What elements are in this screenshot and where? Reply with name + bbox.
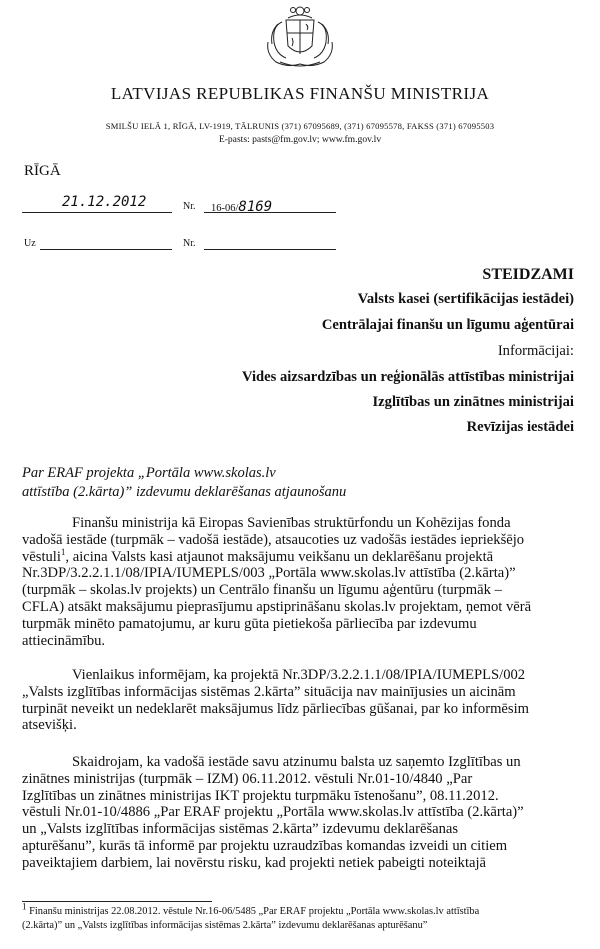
p3-line-6: apturēšanu”, kurās tā informē par projektu uzraudzības komandas izveidi un citiem bbox=[22, 837, 508, 854]
p3-line-5: un „Valsts izglītības informācijas sistēmas 2.kārta” izdevumu deklarēšanas bbox=[22, 821, 459, 838]
recipient-cfla: Centrālajai finanšu un līgumu aģentūrai bbox=[321, 317, 574, 333]
nr2-label: Nr. bbox=[183, 238, 196, 249]
p3-line-3: Izglītības un zinātnes ministrijas IKT projektu turpmāku īstenošanu”, 08.11.2012. bbox=[22, 787, 499, 804]
letter-date: 21.12.2012 bbox=[62, 194, 147, 210]
recipient-audit: Revīzijas iestādei bbox=[466, 419, 574, 435]
ministry-address: SMILŠU IELĀ 1, RĪGĀ, LV-1919, TĀLRUNIS (371) 67095689, (371) 67095578, FAKSS (371) 67095503 bbox=[105, 121, 495, 131]
footnote-number: 1 bbox=[22, 901, 27, 912]
subject-line-2: attīstība (2.kārta)” izdevumu deklarēšanas atjaunošanu bbox=[22, 483, 347, 500]
uz-label: Uz bbox=[24, 238, 36, 249]
urgent-label: STEIDZAMI bbox=[482, 266, 574, 283]
ministry-contacts: E-pasts: pasts@fm.gov.lv; www.fm.gov.lv bbox=[218, 134, 382, 145]
p2-line-4: atsevišķi. bbox=[22, 717, 77, 734]
footnote bbox=[22, 901, 580, 932]
footnote-rule bbox=[22, 901, 212, 902]
p3-line-1: Skaidrojam, ka vadošā iestāde savu atzinumu balsta uz saņemto Izglītības un bbox=[72, 754, 521, 770]
subject-line-1: Par ERAF projekta „Portāla www.skolas.lv bbox=[22, 465, 276, 481]
recipient-varam: Vides aizsardzības un reģionālās attīstības ministrijai bbox=[241, 369, 574, 385]
nr-label: Nr. bbox=[183, 201, 196, 212]
p1-line-1: Finanšu ministrija kā Eiropas Savienības struktūrfondu un Kohēzijas fonda bbox=[72, 515, 511, 531]
paragraph-2 bbox=[22, 667, 580, 734]
recipient-izm: Izglītības un zinātnes ministrijai bbox=[372, 394, 574, 410]
p2-line-2: „Valsts izglītības informācijas sistēmas 2.kārta” situācija nav mainījusies un aicinām bbox=[22, 683, 516, 700]
p3-line-4: vēstuli Nr.01-10/4886 „Par ERAF projektu „Portāla www.skolas.lv attīstība (2.kārta)” bbox=[22, 804, 524, 821]
city: RĪGĀ bbox=[24, 163, 61, 179]
p3-line-2: zinātnes ministrijas (turpmāk – IZM) 06.11.2012. vēstuli Nr.01-10/4840 „Par bbox=[22, 770, 473, 787]
info-label: Informācijai: bbox=[497, 343, 574, 359]
nr2-line bbox=[204, 249, 336, 250]
recipient-treasury: Valsts kasei (sertifikācijas iestādei) bbox=[357, 291, 574, 307]
letter-subject bbox=[22, 464, 346, 501]
p1-line-8: attiecināmību. bbox=[22, 632, 106, 649]
p1-line-6: CFLA) atsākt maksājumu pieprasījumu apstiprināšanu skolas.lv projektam, ņemot vērā bbox=[22, 598, 532, 615]
paragraph-3 bbox=[22, 754, 580, 872]
footnote-ref: 1 bbox=[60, 546, 66, 557]
p1-line-3a: vēstuli bbox=[22, 548, 61, 565]
p3-line-7: paveiktajiem darbiem, lai novērstu risku, kad projekti netiek pabeigti noteiktajā bbox=[22, 854, 487, 871]
p1-line-5: (turpmāk – skolas.lv projekts) un Centrālo finanšu un līgumu aģentūru (turpmāk – bbox=[22, 582, 502, 599]
footnote-text-1: Finanšu ministrijas 22.08.2012. vēstule Nr.16-06/5485 „Par ERAF projektu „Portāla www.skolas.lv attīstība bbox=[29, 906, 480, 917]
p1-line-7: turpmāk minēto pamatojumu, ar kuru gūta pietiekoša pārliecība par izdevumu bbox=[22, 615, 477, 632]
letter-number-handwritten: 8169 bbox=[238, 199, 273, 215]
p1-line-4: Nr.3DP/3.2.2.1.1/08/IPIA/IUMEPLS/003 „Portāla www.skolas.lv attīstība (2.kārta)” bbox=[22, 565, 516, 582]
letter-number-prefix: 16-06/ bbox=[211, 203, 239, 214]
p1-line-2: vadošā iestāde (turpmāk – vadošā iestāde), atsaucoties uz vadošās iestādes iepriekšējo bbox=[22, 531, 525, 548]
uz-line bbox=[40, 249, 172, 250]
p2-line-3: turpināt neveikt un nedeklarēt maksājumus līdz pārliecības gūšanai, par ko informēsim bbox=[22, 700, 529, 717]
footnote-line-2: (2.kārta)” un „Valsts izglītības informācijas sistēmas 2.kārta” izdevumu deklarēšanas apturēšanu” bbox=[22, 919, 428, 931]
date-line bbox=[22, 212, 172, 213]
ministry-name: LATVIJAS REPUBLIKAS FINANŠU MINISTRIJA bbox=[110, 84, 490, 103]
paragraph-1 bbox=[22, 515, 580, 649]
p1-line-3b: , aicina Valsts kasi atjaunot maksājumu veikšanu un deklarēšanu projektā bbox=[65, 548, 494, 565]
p1-line-3 bbox=[22, 546, 580, 566]
coat-of-arms-emblem bbox=[260, 2, 340, 70]
footnote-line-1 bbox=[22, 901, 580, 919]
p2-line-1: Vienlaikus informējam, ka projektā Nr.3DP/3.2.2.1.1/08/IPIA/IUMEPLS/002 bbox=[72, 667, 526, 683]
nr-line bbox=[204, 212, 336, 213]
